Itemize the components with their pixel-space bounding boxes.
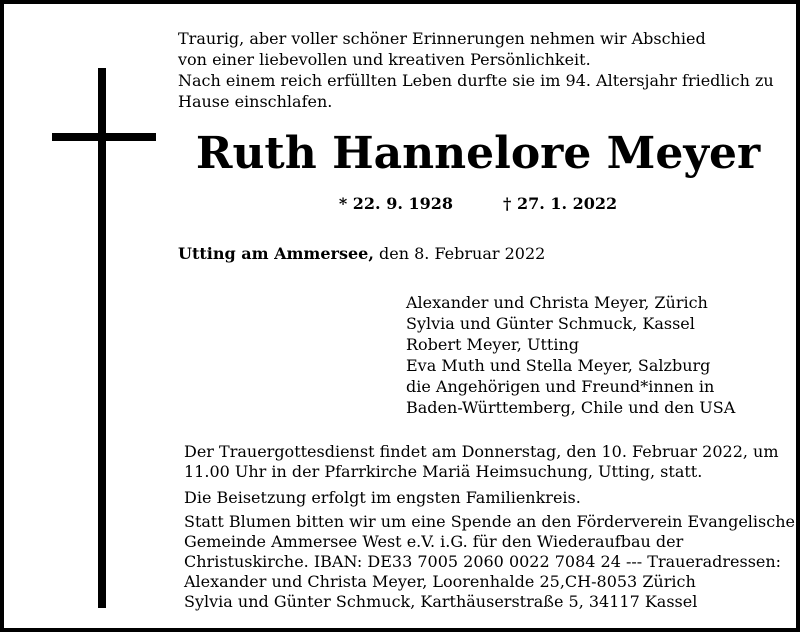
service-info bbox=[184, 442, 779, 482]
cross-horizontal-bar bbox=[52, 133, 156, 141]
service-line: 11.00 Uhr in der Pfarrkirche Mariä Heimsuchung, Utting, statt. bbox=[184, 462, 703, 481]
mourner: Alexander und Christa Meyer, Zürich bbox=[406, 293, 708, 312]
intro-line: Traurig, aber voller schöner Erinnerungen nehmen wir Abschied bbox=[178, 29, 706, 48]
donation-line: Statt Blumen bitten wir um eine Spende an den Förderverein Evangelische bbox=[184, 512, 795, 531]
mourners-list bbox=[406, 292, 735, 418]
donation-line: Alexander und Christa Meyer, Loorenhalde 25,CH-8053 Zürich bbox=[184, 572, 696, 591]
donation-line: Gemeinde Ammersee West e.V. i.G. für den Wiederaufbau der bbox=[184, 532, 684, 551]
intro-line: Nach einem reich erfüllten Leben durfte sie im 94. Altersjahr friedlich zu bbox=[178, 71, 774, 90]
place-and-date bbox=[178, 244, 545, 263]
deceased-name: Ruth Hannelore Meyer bbox=[195, 128, 761, 179]
cross-vertical-bar bbox=[98, 68, 106, 608]
birth-date: * 22. 9. 1928 bbox=[338, 194, 453, 213]
intro-line: Hause einschlafen. bbox=[178, 92, 333, 111]
mourner: Eva Muth und Stella Meyer, Salzburg bbox=[406, 356, 711, 375]
burial-info: Die Beisetzung erfolgt im engsten Familienkreis. bbox=[184, 488, 581, 507]
life-dates bbox=[178, 194, 778, 213]
donation-line: Sylvia und Günter Schmuck, Karthäuserstraße 5, 34117 Kassel bbox=[184, 592, 698, 611]
mourner: Sylvia und Günter Schmuck, Kassel bbox=[406, 314, 695, 333]
mourner: Baden-Württemberg, Chile und den USA bbox=[406, 398, 736, 417]
death-date: † 27. 1. 2022 bbox=[503, 194, 618, 213]
notice-date: den 8. Februar 2022 bbox=[378, 244, 546, 263]
service-line: Der Trauergottesdienst findet am Donnerstag, den 10. Februar 2022, um bbox=[184, 442, 779, 461]
intro-line: von einer liebevollen und kreativen Persönlichkeit. bbox=[178, 50, 591, 69]
mourner: Robert Meyer, Utting bbox=[406, 335, 579, 354]
donation-line: Christuskirche. IBAN: DE33 7005 2060 0022 7084 24 --- Traueradressen: bbox=[184, 552, 782, 571]
mourner: die Angehörigen und Freund*innen in bbox=[406, 377, 715, 396]
intro-text bbox=[178, 28, 778, 112]
place: Utting am Ammersee, bbox=[178, 244, 374, 263]
donation-info bbox=[184, 512, 795, 612]
